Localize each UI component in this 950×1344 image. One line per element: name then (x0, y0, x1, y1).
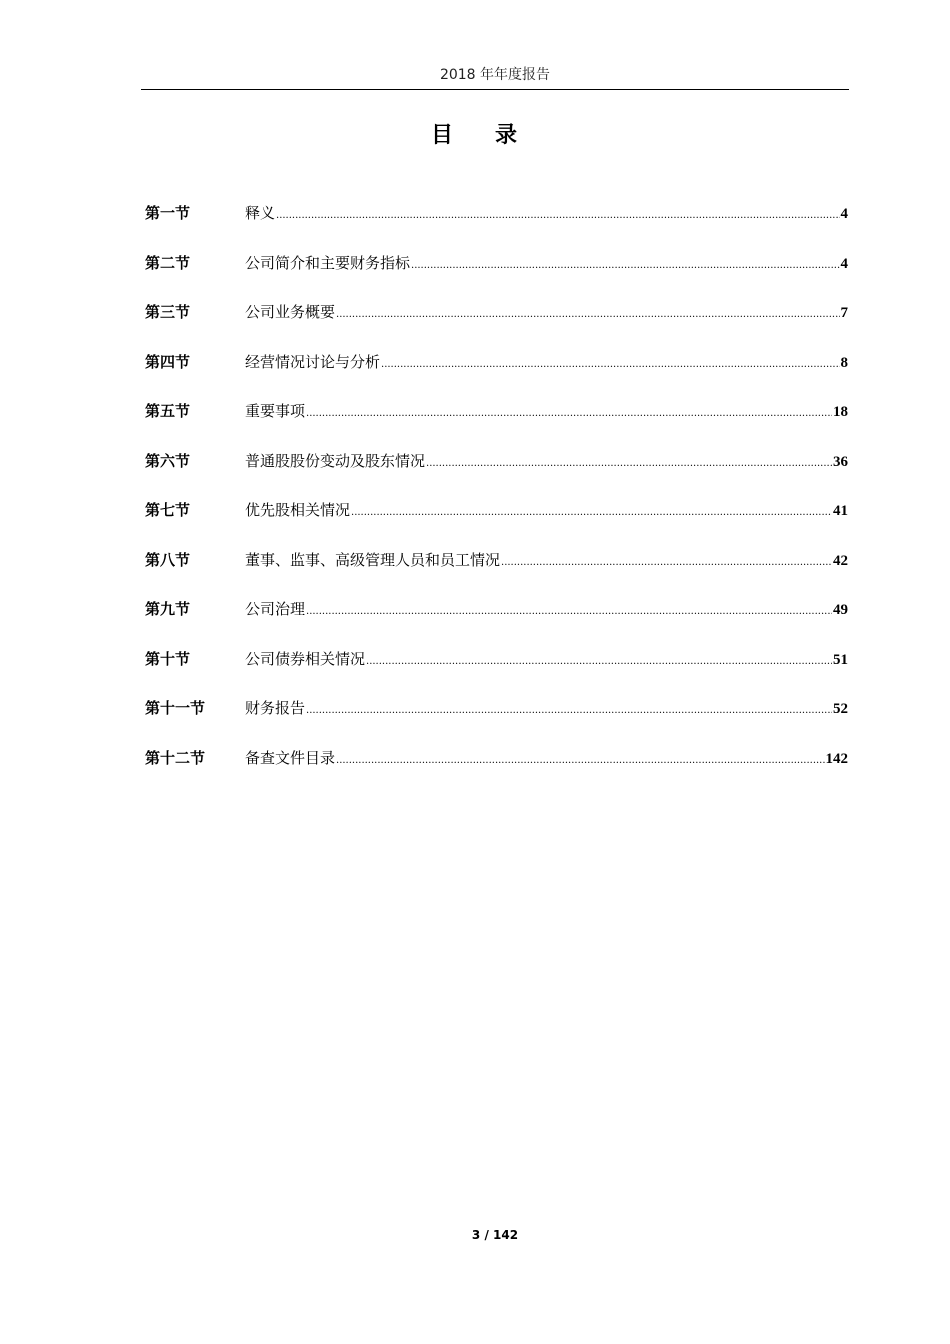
toc-page-number: 42 (833, 552, 848, 569)
toc-entry[interactable] (145, 695, 848, 745)
toc-entry[interactable] (145, 200, 848, 250)
toc-section-number: 第八节 (145, 550, 191, 569)
toc-section-title: 财务报告 (245, 699, 306, 717)
toc-section-title: 优先股相关情况 (245, 501, 351, 519)
toc-title: 目录 (430, 122, 559, 148)
toc-dot-leader (336, 748, 824, 774)
toc-entry[interactable] (145, 398, 848, 448)
toc-entry[interactable] (145, 497, 848, 547)
header-title: 2018 年年度报告 (439, 67, 551, 83)
toc-page-number: 52 (833, 701, 848, 717)
toc-section-title: 公司简介和主要财务指标 (245, 253, 411, 272)
page-footer (0, 1228, 950, 1242)
page-number-indicator: 3 / 142 (471, 1228, 519, 1242)
toc-section-number: 第三节 (145, 303, 191, 321)
toc-section-number: 第十一节 (145, 699, 206, 717)
toc-page-number: 36 (833, 453, 848, 470)
toc-section-number: 第二节 (145, 253, 191, 272)
toc-dot-leader (501, 550, 832, 576)
toc-dot-leader (336, 302, 839, 328)
toc-page-number: 18 (833, 404, 848, 420)
toc-section-number: 第十节 (145, 649, 191, 668)
table-of-contents (145, 200, 848, 794)
toc-page-number: 51 (833, 651, 848, 668)
toc-section-title: 重要事项 (245, 402, 306, 420)
toc-page-number: 41 (833, 503, 848, 519)
toc-page-number: 49 (833, 602, 848, 618)
toc-dot-leader (276, 203, 839, 229)
toc-section-number: 第一节 (145, 204, 191, 222)
toc-page-number: 142 (825, 750, 848, 767)
toc-section-number: 第十二节 (145, 748, 206, 767)
toc-section-title: 公司治理 (245, 600, 306, 618)
toc-section-number: 第五节 (145, 402, 191, 420)
toc-section-title: 经营情况讨论与分析 (245, 352, 381, 371)
toc-dot-leader (411, 253, 839, 279)
toc-page-number: 4 (840, 206, 848, 222)
toc-section-title: 释义 (245, 204, 276, 222)
toc-section-number: 第九节 (145, 600, 191, 618)
toc-page-number: 4 (840, 255, 848, 272)
toc-section-title: 备查文件目录 (245, 748, 336, 767)
toc-dot-leader (366, 649, 832, 675)
toc-section-number: 第四节 (145, 352, 191, 371)
page-header (141, 64, 849, 90)
toc-section-title: 公司债券相关情况 (245, 649, 366, 668)
toc-page-number: 7 (840, 305, 848, 321)
toc-entry[interactable] (145, 349, 848, 399)
toc-section-number: 第六节 (145, 451, 191, 470)
toc-dot-leader (306, 401, 832, 427)
toc-entry[interactable] (145, 547, 848, 597)
toc-dot-leader (306, 599, 832, 625)
toc-section-title: 普通股股份变动及股东情况 (245, 451, 426, 470)
toc-entry[interactable] (145, 596, 848, 646)
toc-dot-leader (426, 451, 832, 477)
toc-entry[interactable] (145, 448, 848, 498)
toc-section-number: 第七节 (145, 501, 191, 519)
toc-page-number: 8 (840, 354, 848, 371)
toc-section-title: 董事、监事、高级管理人员和员工情况 (245, 550, 501, 569)
toc-entry[interactable] (145, 646, 848, 696)
toc-dot-leader (306, 698, 832, 724)
toc-entry[interactable] (145, 250, 848, 300)
toc-entry[interactable] (145, 745, 848, 795)
toc-section-title: 公司业务概要 (245, 303, 336, 321)
toc-entry[interactable] (145, 299, 848, 349)
toc-dot-leader (351, 500, 832, 526)
toc-dot-leader (381, 352, 839, 378)
